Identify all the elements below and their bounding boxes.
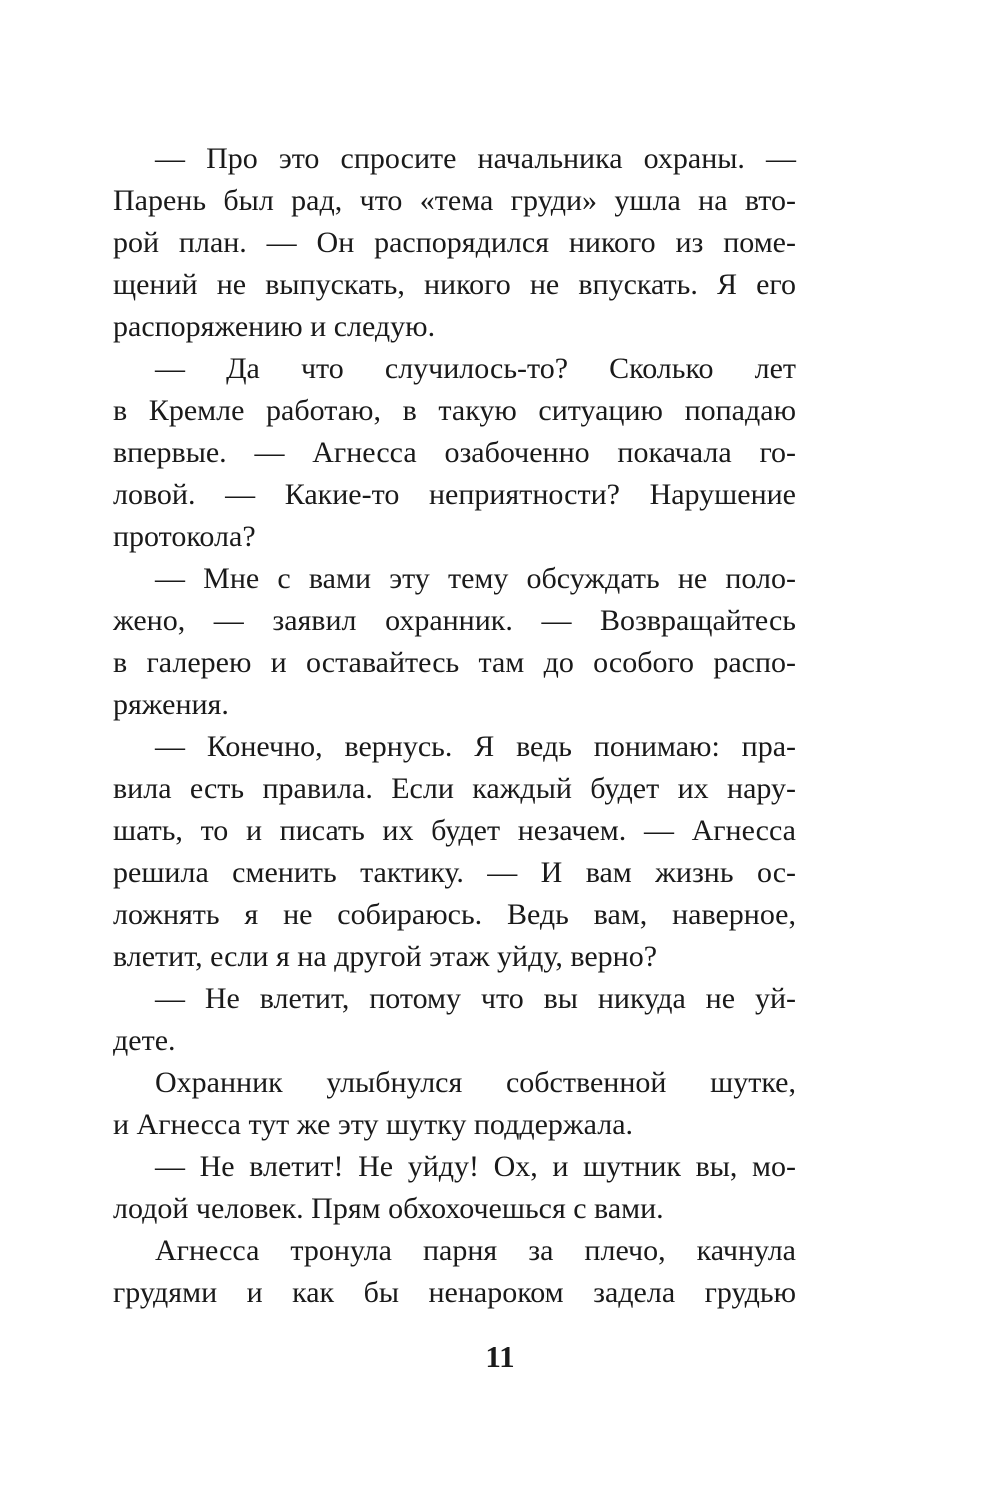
text-line: Агнесса тронула парня за плечо, качнула [155,1234,796,1267]
page-number: 11 [485,1339,515,1374]
text-line: и Агнесса тут же эту шутку поддержала. [113,1108,634,1141]
text-line: рой план. — Он распорядился никого из поме- [113,226,796,259]
text-line: впервые. — Агнесса озабоченно покачала го- [113,436,796,469]
text-line: лодой человек. Прям обхохочешься с вами. [113,1192,664,1225]
text-line: распоряжению и следую. [113,310,436,343]
text-line: жено, — заявил охранник. — Возвращайтесь [113,604,796,637]
text-line: ряжения. [113,688,229,721]
text-line: — Не влетит, потому что вы никуда не уй- [155,982,796,1015]
text-line: в Кремле работаю, в такую ситуацию попадаю [113,394,796,427]
text-line: дете. [113,1024,176,1057]
text-line: ловой. — Какие-то неприятности? Нарушение [113,478,796,511]
text-line: в галерею и оставайтесь там до особого распо- [113,646,796,679]
text-line: протокола? [113,520,256,553]
text-line: — Мне с вами эту тему обсуждать не поло- [155,562,796,595]
text-line: щений не выпускать, никого не впускать. Я его [113,268,796,301]
text-line: — Про это спросите начальника охраны. — [155,142,796,175]
text-line: шать, то и писать их будет незачем. — Агнесса [113,814,796,847]
text-line: — Не влетит! Не уйду! Ох, и шутник вы, мо- [155,1150,796,1183]
text-line: Охранник улыбнулся собственной шутке, [155,1066,796,1099]
text-line: грудями и как бы ненароком задела грудью [113,1276,796,1309]
text-line: вила есть правила. Если каждый будет их нару- [113,772,796,805]
text-line: решила сменить тактику. — И вам жизнь ос- [113,856,796,889]
body-text [113,138,796,1314]
text-line: — Конечно, вернусь. Я ведь понимаю: пра- [155,730,796,763]
text-line: влетит, если я на другой этаж уйду, верно? [113,940,658,973]
text-line: — Да что случилось-то? Сколько лет [155,352,796,385]
text-line: Парень был рад, что «тема груди» ушла на вто- [113,184,796,217]
text-line: ложнять я не собираюсь. Ведь вам, наверное, [113,898,796,931]
